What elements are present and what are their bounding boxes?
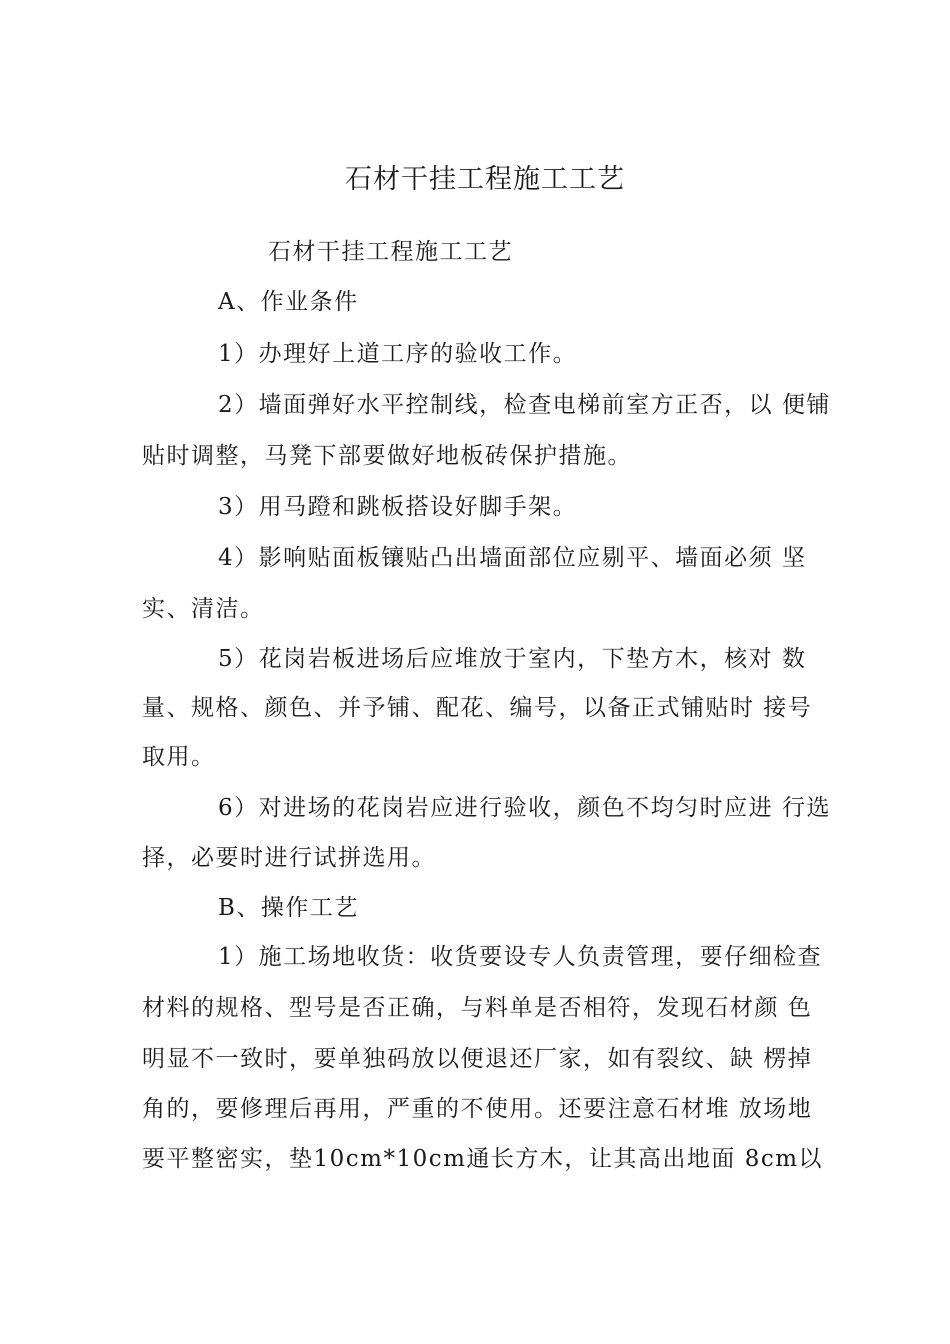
paragraph-line: 5）花岗岩板进场后应堆放于室内，下垫方木，核对 数 bbox=[218, 646, 807, 672]
paragraph-line: 6）对进场的花岗岩应进行验收，颜色不均匀时应进 行选 bbox=[218, 795, 831, 821]
paragraph-line: 角的，要修理后再用，严重的不使用。还要注意石材堆 放场地 bbox=[142, 1096, 813, 1122]
paragraph-line: 材料的规格、型号是否正确，与料单是否相符，发现石材颜 色 bbox=[142, 995, 813, 1021]
paragraph-line: 量、规格、颜色、并予铺、配花、编号，以备正式铺贴时 接号 bbox=[142, 695, 813, 721]
paragraph-line: 2）墙面弹好水平控制线，检查电梯前室方正否，以 便铺 bbox=[218, 392, 831, 418]
paragraph-line: 1）办理好上道工序的验收工作。 bbox=[218, 341, 578, 367]
paragraph-line: 取用。 bbox=[142, 744, 216, 770]
document-subtitle: 石材干挂工程施工工艺 bbox=[268, 239, 513, 265]
section-heading-a: A、作业条件 bbox=[218, 289, 359, 315]
document-title: 石材干挂工程施工工艺 bbox=[345, 164, 625, 195]
paragraph-line: 4）影响贴面板镶贴凸出墙面部位应剔平、墙面必须 坚 bbox=[218, 545, 807, 571]
paragraph-line: 要平整密实，垫10cm*10cm通长方木，让其高出地面 8cm以 bbox=[142, 1146, 824, 1172]
paragraph-line: 实、清洁。 bbox=[142, 596, 265, 622]
paragraph-line: 3）用马蹬和跳板搭设好脚手架。 bbox=[218, 494, 578, 520]
paragraph-line: 贴时调整，马凳下部要做好地板砖保护措施。 bbox=[142, 443, 632, 469]
paragraph-line: 明显不一致时，要单独码放以便退还厂家，如有裂纹、缺 楞掉 bbox=[142, 1046, 813, 1072]
paragraph-line: 1）施工场地收货：收货要设专人负责管理，要仔细检查 bbox=[218, 944, 823, 970]
paragraph-line: 择，必要时进行试拼选用。 bbox=[142, 845, 436, 871]
section-heading-b: B、操作工艺 bbox=[218, 895, 359, 921]
